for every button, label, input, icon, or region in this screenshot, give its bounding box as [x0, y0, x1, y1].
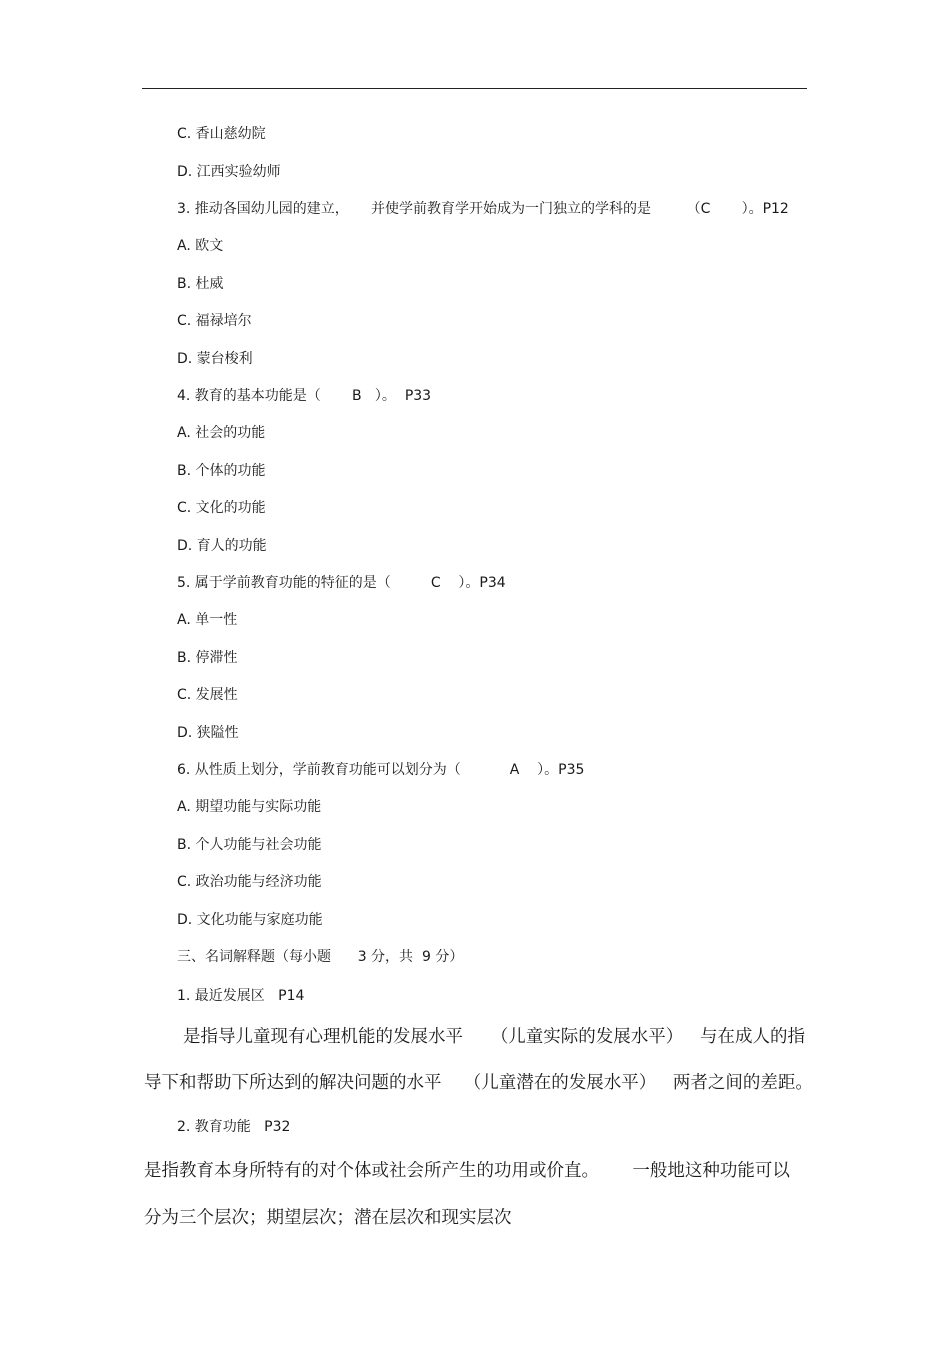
term-1-definition-line-2: 导下和帮助下所达到的解决问题的水平 （儿童潜在的发展水平） 两者之间的差距。	[144, 1073, 813, 1093]
question-5: 5. 属于学前教育功能的特征的是（ C ）。P34	[177, 575, 506, 591]
q3-option-c: C. 福禄培尔	[177, 313, 252, 329]
q3-option-b: B. 杜威	[177, 276, 224, 292]
q5-option-c: C. 发展性	[177, 687, 238, 703]
term-2-title: 2. 教育功能 P32	[177, 1119, 291, 1135]
term-2-definition-line-2: 分为三个层次；期望层次；潜在层次和现实层次	[144, 1208, 512, 1228]
q6-option-d: D. 文化功能与家庭功能	[177, 912, 323, 928]
q3-option-d: D. 蒙台梭利	[177, 351, 253, 367]
q4-option-b: B. 个体的功能	[177, 463, 266, 479]
term-2-definition-line-1: 是指教育本身所特有的对个体或社会所产生的功用或价直。 一般地这种功能可以	[144, 1161, 790, 1181]
q5-option-d: D. 狭隘性	[177, 725, 239, 741]
q6-option-b: B. 个人功能与社会功能	[177, 837, 322, 853]
q6-option-a: A. 期望功能与实际功能	[177, 799, 322, 815]
q4-option-c: C. 文化的功能	[177, 500, 266, 516]
question-4: 4. 教育的基本功能是（ B ）。 P33	[177, 388, 432, 404]
section-heading-definitions: 三、名词解释题（每小题 3 分，共 9 分）	[177, 949, 464, 965]
header-rule	[142, 88, 807, 89]
term-1-title: 1. 最近发展区 P14	[177, 988, 305, 1004]
q4-option-a: A. 社会的功能	[177, 425, 266, 441]
q3-option-a: A. 欧文	[177, 238, 224, 254]
option-c-line: C. 香山慈幼院	[177, 126, 266, 142]
question-3: 3. 推动各国幼儿园的建立， 并使学前教育学开始成为一门独立的学科的是 （C ）。P12	[177, 201, 789, 217]
option-d-line: D. 江西实验幼师	[177, 164, 281, 180]
q4-option-d: D. 育人的功能	[177, 538, 267, 554]
q6-option-c: C. 政治功能与经济功能	[177, 874, 322, 890]
q5-option-a: A. 单一性	[177, 612, 238, 628]
term-1-definition-line-1: 是指导儿童现有心理机能的发展水平 （儿童实际的发展水平） 与在成人的指	[183, 1027, 805, 1047]
question-6: 6. 从性质上划分，学前教育功能可以划分为（ A ）。P35	[177, 762, 585, 778]
q5-option-b: B. 停滞性	[177, 650, 238, 666]
